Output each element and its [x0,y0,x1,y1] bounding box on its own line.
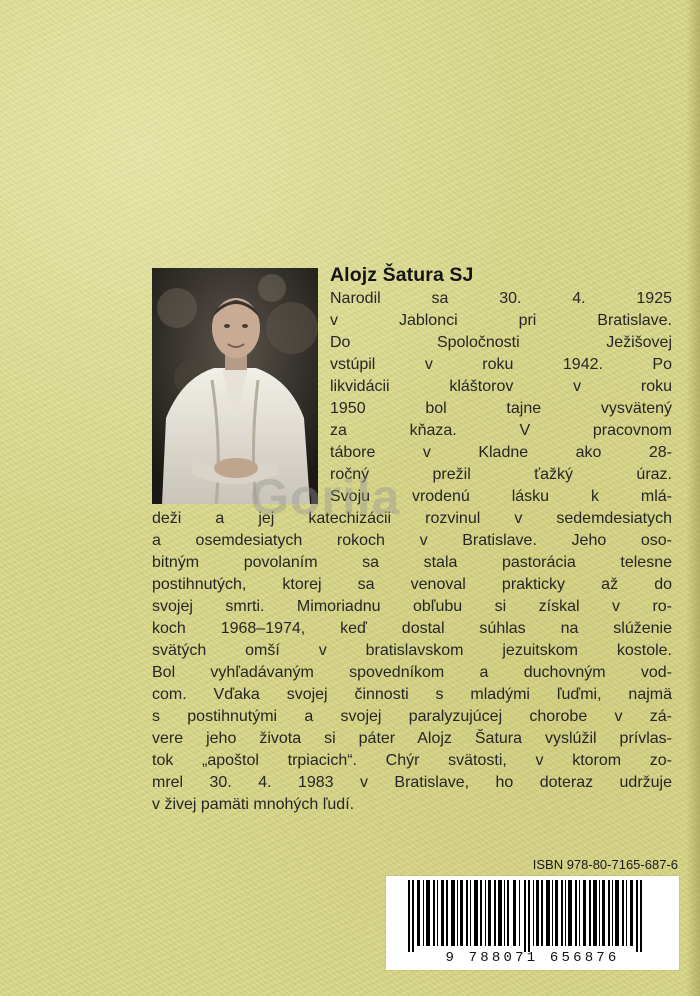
bio-line: Narodil sa 30. 4. 1925 [330,290,672,307]
barcode-digits: 9 788071 656876 [445,950,620,966]
bio-line: vere jeho života si páter Alojz Šatura vyslúžil prívlas- [152,730,672,747]
bio-line: vstúpil v roku 1942. Po [330,356,672,373]
bio-line: postihnutých, ktorej sa venoval prakticky až do [152,576,672,593]
bio-line: s postihnutými a svojej paralyzujúcej chorobe v zá- [152,708,672,725]
bio-line: v živej pamäti mnohých ľudí. [152,796,355,813]
barcode-bars [386,876,679,952]
bio-line: svojej smrti. Mimoriadnu obľubu si získal v ro- [152,598,672,615]
bio-line: a osemdesiatych rokoch v Bratislave. Jeho oso- [152,532,672,549]
publisher-watermark: Gorila [250,469,401,525]
bio-line: ročný prežil ťažký úraz. [330,466,672,483]
author-name: Alojz Šatura SJ [330,264,474,286]
bio-line: likvidácii kláštorov v roku [330,378,672,395]
bio-line: com. Vďaka svojej činnosti s mladými ľuďmi, najmä [152,686,672,703]
bio-line: Bol vyhľadávaným spovedníkom a duchovným vod- [152,664,672,681]
bio-line: tok „apoštol trpiacich“. Chýr svätosti, v ktorom zo- [152,752,672,769]
isbn-label: ISBN 978-80-7165-687-6 [532,857,678,872]
bio-line: mrel 30. 4. 1983 v Bratislave, ho doteraz udržuje [152,774,672,791]
bio-line: bitným povolaním sa stala pastorácia telesne [152,554,672,571]
bio-line: Do Spoločnosti Ježišovej [330,334,672,351]
bio-line: za kňaza. V pracovnom [330,422,672,439]
bio-line: Svoju vrodenú lásku k mlá- [330,488,672,505]
bio-line: deži a jej katechizácii rozvinul v sedemdesiatych [152,510,672,527]
bio-line: tábore v Kladne ako 28- [330,444,672,461]
isbn-barcode [386,876,679,970]
bio-line: svätých omší v bratislavskom jezuitskom kostole. [152,642,672,659]
bio-line: 1950 bol tajne vysvätený [330,400,672,417]
bio-line: v Jablonci pri Bratislave. [330,312,672,329]
bio-line: koch 1968–1974, keď dostal súhlas na slúženie [152,620,672,637]
